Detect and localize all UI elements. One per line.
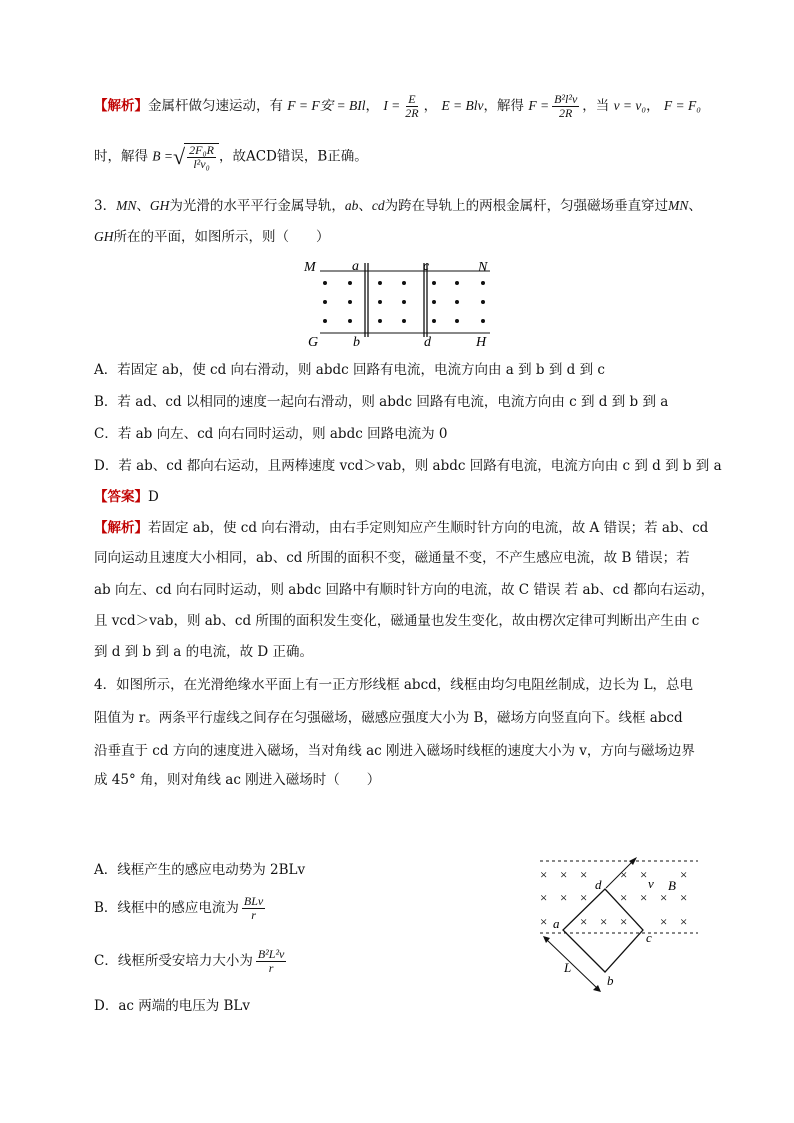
label-c: c — [423, 259, 430, 274]
analysis-line-1: 【解析】金属杆做匀速运动，有 F = F安 = BIl， I = $\frac{E}{2R}$ ， E = Blv，解得 F = $\frac{\text{B²l²v}}{2R}$ ，当 v = v₀， F = F₀ — [94, 92, 701, 120]
label-c: c — [646, 930, 652, 945]
q3-option-d: D．若 ab、cd 都向右运动，且两棒速度 vcd＞vab，则 abdc 回路有电流，电流方向由 c 到 d 到 b 到 a — [94, 458, 722, 474]
q4-option-d: D．ac 两端的电压为 BLv — [94, 998, 251, 1014]
stem-text: 为跨在导轨上的两根金属杆，匀强磁场垂直穿过 — [384, 198, 669, 214]
cross-icon: × — [620, 890, 628, 905]
cross-icon: × — [600, 914, 608, 929]
q4-stem-line-4: 成 45° 角，则对角线 ac 刚进入磁场时（ ） — [94, 772, 381, 788]
analysis-text: ，故ACD错误，B正确。 — [218, 148, 368, 165]
q3-option-a: A．若固定 ab，使 cd 向右滑动，则 abdc 回路有电流，电流方向由 a 到 b 到 d 到 c — [94, 362, 605, 378]
q3-analysis-line-2: 同向运动且速度大小相同，ab、cd 所围的面积不变，磁通量不变，不产生感应电流，故 B 错误；若 — [94, 550, 690, 566]
label-n: N — [478, 260, 488, 275]
q3-option-b: B．若 ad、cd 以相同的速度一起向右滑动，则 abdc 回路有电流，电流方向由 c 到 d 到 b 到 a — [94, 394, 669, 410]
answer-value: D — [148, 489, 159, 505]
formula-f0: F = F₀ — [663, 98, 701, 113]
analysis-tag: 【解析】 — [94, 520, 148, 536]
question-number: 3． — [94, 198, 117, 214]
q3-analysis-line-1 — [94, 518, 708, 538]
option-text: C．线框所受安培力大小为 — [94, 953, 253, 969]
cross-icon: × — [560, 867, 568, 882]
label-l: L — [564, 960, 572, 975]
cross-icon: × — [640, 890, 648, 905]
length-marker — [547, 940, 597, 988]
label-g: G — [308, 335, 319, 350]
separator: 、 — [688, 198, 702, 214]
fraction-i: $\frac{E}{2R}$ — [405, 92, 419, 120]
label-b: b — [607, 973, 614, 988]
cross-icon: × — [640, 867, 648, 882]
q4-stem-line-2: 阻值为 r。两条平行虚线之间存在匀强磁场，磁感应强度大小为 B，磁场方向竖直向下。线框 abcd — [94, 710, 683, 726]
q3-analysis-line-3: ab 向左、cd 向右同时运动，则 abdc 回路中有顺时针方向的电流，故 C 错误 若 ab、cd 都向右运动， — [94, 582, 715, 598]
formula-e: E = Blv — [441, 98, 484, 113]
cross-icon: × — [620, 867, 628, 882]
q3-stem-line-1: 3．MN、GH为光滑的水平平行金属导轨，ab、cd为跨在导轨上的两根金属杆，匀强磁场垂直穿过MN、 — [94, 198, 702, 214]
analysis-line-2 — [94, 143, 368, 171]
q4-stem-line-1: 4．如图所示，在光滑绝缘水平面上有一正方形线框 abcd，线框由均匀电阻丝制成，边长为 L，总电 — [94, 677, 694, 693]
analysis-text: 时，解得 — [94, 148, 148, 165]
formula-b-lhs: B = — [152, 148, 174, 164]
magnetic-field-dots — [323, 281, 485, 323]
cross-icon: × — [660, 890, 668, 905]
cross-icon: × — [580, 914, 588, 929]
label-m: M — [304, 260, 316, 275]
cross-icon: × — [580, 890, 588, 905]
cross-icon: × — [540, 867, 548, 882]
answer-tag: 【答案】 — [94, 489, 148, 505]
cross-icon: × — [680, 890, 688, 905]
analysis-text: 金属杆做匀速运动，有 — [148, 98, 283, 114]
label-mn: MN — [116, 198, 137, 213]
q3-analysis-line-4: 且 vcd＞vab，则 ab、cd 所围的面积发生变化，磁通量也发生变化，故由楞次定律可判断出产生由 c — [94, 613, 700, 629]
cross-icon: × — [660, 914, 668, 929]
label-d: d — [595, 877, 602, 892]
q4-option-b — [94, 895, 268, 922]
analysis-text: ，解得 — [483, 98, 525, 114]
square-frame — [563, 889, 643, 972]
cross-icon: × — [540, 890, 548, 905]
formula-f: F = F安 = BIl — [287, 98, 366, 113]
fraction-b: $\frac{\text{2F₀R}}{\text{l²v₀}}$ — [189, 143, 214, 171]
q3-rails-figure — [300, 255, 500, 350]
formula-v: v = v₀ — [613, 98, 647, 113]
q4-option-a: A．线框产生的感应电动势为 2BLv — [94, 862, 306, 878]
stem-text: 为光滑的水平平行金属导轨， — [169, 198, 345, 214]
q4-frame-figure — [535, 852, 705, 992]
arrow-head-icon — [593, 985, 601, 992]
cross-icon: × — [560, 890, 568, 905]
cross-icon: × — [680, 867, 688, 882]
analysis-tag: 【解析】 — [94, 98, 148, 114]
separator: 、 — [136, 198, 150, 214]
label-b-field: B — [668, 878, 676, 893]
label-a: a — [553, 916, 560, 931]
label-h: H — [476, 335, 487, 350]
fraction-f: $\frac{\text{B²l²v}}{2R}$ — [554, 92, 578, 120]
stem-text: 所在的平面，如图所示，则（ ） — [113, 229, 330, 245]
label-a: a — [352, 259, 359, 274]
analysis-text: 若固定 ab，使 cd 向右滑动，由右手定则知应产生顺时针方向的电流，故 A 错误；若 ab、cd — [148, 520, 709, 536]
q3-stem-line-2 — [94, 227, 330, 247]
label-d: d — [424, 335, 431, 350]
label-gh: GH — [94, 229, 114, 244]
analysis-text: ，当 — [582, 98, 610, 114]
cross-icon: × — [580, 867, 588, 882]
label-ab: ab — [344, 198, 359, 213]
q4-option-c — [94, 948, 289, 975]
q3-option-c: C．若 ab 向左、cd 向右同时运动，则 abdc 回路电流为 0 — [94, 426, 448, 442]
option-text: B．线框中的感应电流为 — [94, 900, 239, 916]
label-gh: GH — [149, 198, 170, 213]
q4-stem-line-3: 沿垂直于 cd 方向的速度进入磁场，当对角线 ac 刚进入磁场时线框的速度大小为 v，方向与磁场边界 — [94, 743, 695, 759]
cross-icon: × — [620, 914, 628, 929]
formula-i-lhs: I = — [383, 98, 401, 113]
velocity-arrow — [606, 860, 634, 888]
sqrt-b: √ $\frac{\text{2F₀R}}{\text{l²v₀}}$ — [173, 143, 219, 171]
q3-analysis-line-5: 到 d 到 b 到 a 的电流，故 D 正确。 — [94, 644, 313, 660]
label-cd: cd — [371, 198, 385, 213]
cross-icon: × — [540, 914, 548, 929]
label-b: b — [353, 335, 360, 350]
label-mn: MN — [668, 198, 689, 213]
label-v: v — [648, 876, 654, 891]
cross-icon: × — [680, 914, 688, 929]
fraction-option-b: $\frac{\text{BLv}}{r}$ — [243, 894, 264, 922]
formula-f-lhs: F = — [528, 98, 550, 113]
q3-answer — [94, 487, 159, 507]
fraction-option-c: $\frac{\text{B²L²v}}{r}$ — [257, 947, 285, 975]
